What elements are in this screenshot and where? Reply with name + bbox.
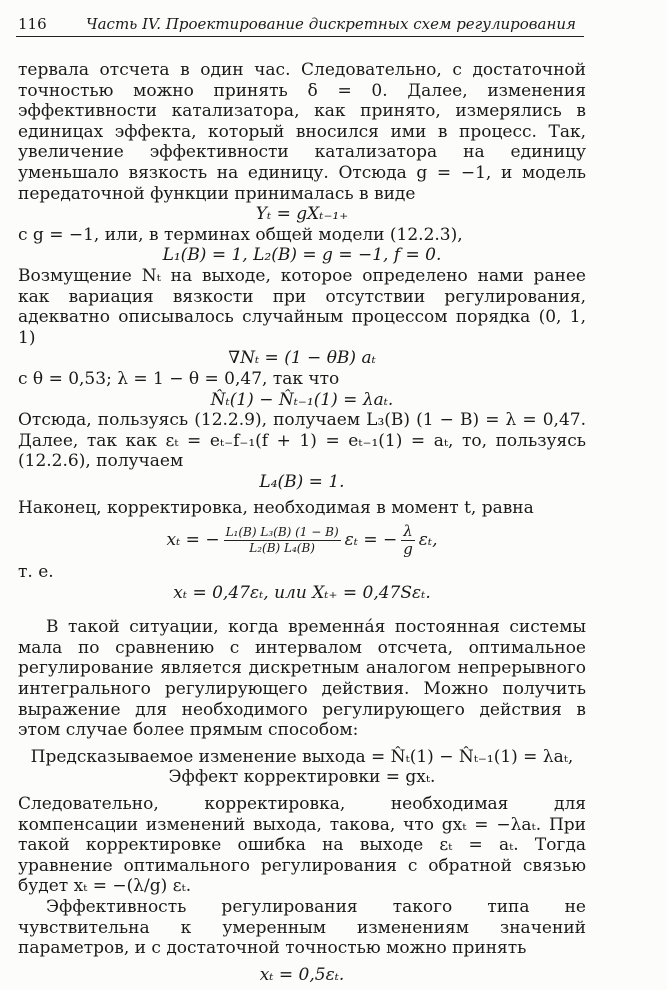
equation-adjustment-lhs: xₜ = − — [166, 530, 220, 551]
running-title: Часть IV. Проектирование дискретных схем регулирования — [86, 15, 576, 33]
paragraph-3: Возмущение Nₜ на выходе, которое определено нами ранее как вариация вязкости при отсутствии регулирования, адекватно описывалось случайным процессом порядка (0, 1, 1) — [18, 265, 586, 348]
paragraph-4: с θ = 0,53; λ = 1 − θ = 0,47, так что — [18, 368, 340, 389]
paragraph-6: Наконец, корректировка, необходимая в момент t, равна — [18, 498, 534, 519]
fraction-g: g — [403, 540, 413, 559]
equation-general-model: L₁(B) = 1, L₂(B) = g = −1, f = 0. — [162, 245, 442, 266]
fraction-lambda: λ — [403, 522, 413, 541]
equation-final: xₜ = 0,5εₜ. — [259, 964, 345, 985]
running-header — [16, 14, 584, 37]
page-number: 116 — [18, 15, 47, 33]
paragraph-10: Эффективность регулирования такого типа не чувствительна к умеренным изменениям значений параметров, и с достаточной точностью можно принять — [18, 896, 586, 959]
equation-noise-model: ∇Nₜ = (1 − θB) aₜ — [228, 348, 376, 369]
fraction-main-denominator: L₂(B) L₄(B) — [249, 541, 315, 556]
equation-adjustment-rhs: εₜ, — [418, 530, 438, 551]
fraction-lambda-g — [401, 523, 415, 558]
equation-l4: L₄(B) = 1. — [259, 471, 345, 492]
paragraph-9: Следовательно, корректировка, необходимая для компенсации изменений выхода, такова, что gxₜ = −λaₜ. При такой корректировке ошибка на выходе εₜ = aₜ. Тогда уравнение оптимального регулирования с обратной связью будет xₜ = −(λ/g) εₜ. — [18, 794, 586, 897]
equation-forecast-diff: N̂ₜ(1) − N̂ₜ₋₁(1) = λaₜ. — [210, 389, 394, 410]
paragraph-8: В такой ситуации, когда временна́я постоянная системы мала по сравнению с интервалом отсчета, оптимальное регулирование является дискретным аналогом непрерывного интегрального регулирующего действия. Можно получить выражение для необходимого регулирующего действия в этом случае более прямым способом: — [18, 617, 586, 741]
paragraph-5: Отсюда, пользуясь (12.2.9), получаем L₃(B) (1 − B) = λ = 0,47. Далее, так как εₜ = eₜ₋f₋₁(f + 1) = eₜ₋₁(1) = aₜ, то, пользуясь (12.2.6), получаем — [18, 410, 586, 472]
paragraph-7: т. е. — [18, 562, 54, 583]
equation-result: xₜ = 0,47εₜ, или Xₜ₊ = 0,47Sεₜ. — [173, 582, 431, 603]
page-body — [18, 60, 586, 985]
equation-predicted-change: Предсказываемое изменение выхода = N̂ₜ(1) − N̂ₜ₋₁(1) = λaₜ, — [30, 746, 574, 767]
equation-adjustment-mid: εₜ = − — [344, 530, 398, 551]
equation-adjustment-effect: Эффект корректировки = gxₜ. — [168, 767, 436, 788]
paragraph-1: тервала отсчета в один час. Следовательно, с достаточной точностью можно принять δ = 0. Далее, изменения эффективности катализатора, как принято, измерялись в единицах эффекта, который вносился ими в процесс. Так, увеличение эффективности катализатора на единицу уменьшало вязкость на единицу. Отсюда g = −1, и модель передаточной функции принималась в виде — [18, 60, 586, 204]
fraction-main-numerator: L₁(B) L₃(B) (1 − B) — [225, 525, 339, 540]
paragraph-2: с g = −1, или, в терминах общей модели (12.2.3), — [18, 224, 463, 245]
equation-transfer-model: Yₜ = gXₜ₋₁₊ — [255, 204, 349, 225]
fraction-main — [224, 525, 341, 556]
equation-adjustment — [18, 523, 586, 558]
